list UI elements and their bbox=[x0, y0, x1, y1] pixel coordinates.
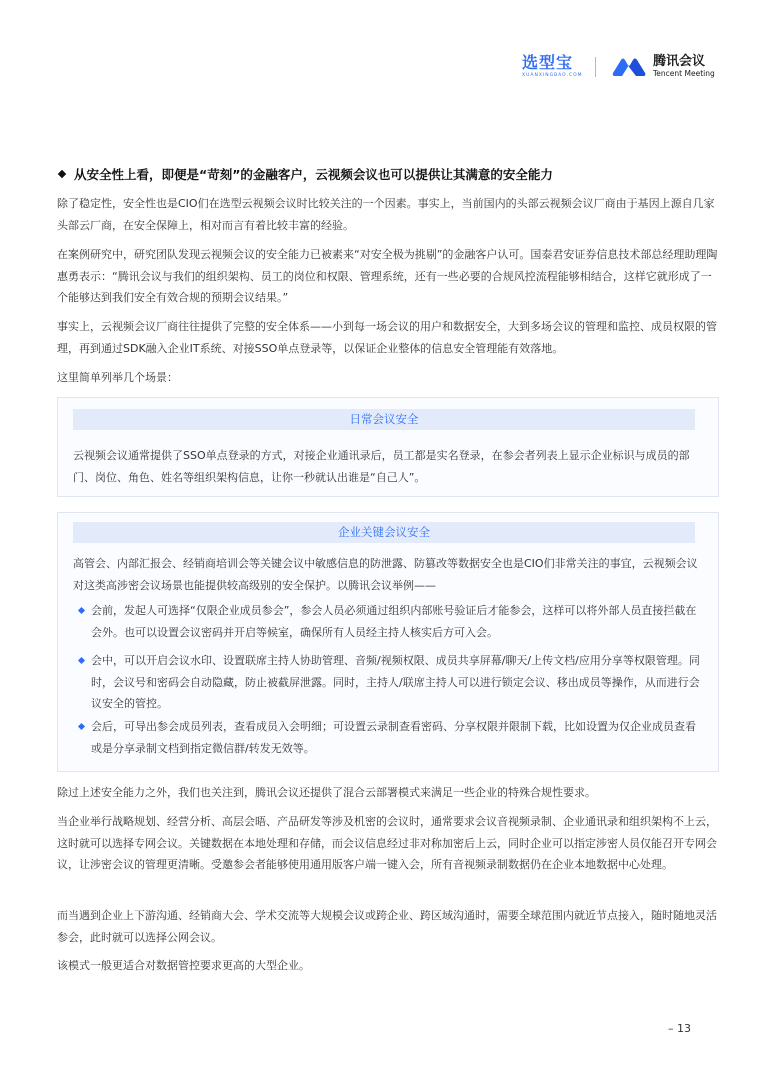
daily-meeting-security-box bbox=[57, 397, 719, 497]
tencent-meeting-cn: 腾讯会议 bbox=[653, 54, 706, 69]
tencent-meeting-en: Tencent Meeting bbox=[653, 69, 715, 78]
xuanxingbao-logo-sub: XUANXINGBAO.COM bbox=[522, 73, 583, 78]
tencent-meeting-icon bbox=[610, 55, 648, 79]
list-item bbox=[77, 650, 703, 715]
list-item bbox=[77, 600, 703, 643]
box-text: 云视频会议通常提供了SSO单点登录的方式，对接企业通讯录后，员工都是实名登录，在参会者列表上显示企业标识与成员的部门、岗位、角色、姓名等组织架构信息，让你一秒就认出谁是“自己人”。 bbox=[73, 449, 690, 484]
diamond-bullet-icon bbox=[78, 723, 85, 730]
xuanxingbao-logo bbox=[522, 55, 586, 78]
box-intro: 高管会、内部汇报会、经销商培训会等关键会议中敏感信息的防泄露、防篡改等数据安全也是CIO们非常关注的事宜，云视频会议对这类高涉密会议场景也能提供较高级别的安全保护。以腾讯会议举例—— bbox=[73, 557, 698, 592]
paragraph: 而当遇到企业上下游沟通、经销商大会、学术交流等大规模会议或跨企业、跨区域沟通时，需要全球范围内就近节点接入，随时随地灵活参会，此时就可以选择公网会议。 bbox=[57, 909, 717, 944]
list-item-text: 会后，可导出参会成员列表，查看成员入会明细；可设置云录制查看密码、分享权限并限制下载，比如设置为仅企业成员查看或是分享录制文档到指定微信群/转发无效等。 bbox=[91, 720, 696, 755]
box-title: 企业关键会议安全 bbox=[73, 522, 695, 543]
paragraph: 除过上述安全能力之外，我们也关注到，腾讯会议还提供了混合云部署模式来满足一些企业的特殊合规性要求。 bbox=[57, 786, 596, 799]
list-item-text: 会前，发起人可选择“仅限企业成员参会”，参会人员必须通过组织内部账号验证后才能参会，这样可以将外部人员直接拦截在会外。也可以设置会议密码并开启等候室，确保所有人员经主持人核实后方可入会。 bbox=[91, 604, 697, 639]
paragraph: 在案例研究中，研究团队发现云视频会议的安全能力已被素来“对安全极为挑剔”的金融客户认可。国泰君安证券信息技术部总经理助理陶惠勇表示：“腾讯会议与我们的组织架构、员工的岗位和权限、管理系统，还有一些必要的合规风控流程能够相结合，这样它就形成了一个能够达到我们安全有效合规的预期会议结果。” bbox=[57, 248, 718, 304]
box-title: 日常会议安全 bbox=[73, 409, 695, 430]
tencent-meeting-logo bbox=[610, 55, 715, 79]
xuanxingbao-logo-text: 选型宝 bbox=[522, 53, 574, 72]
diamond-bullet-icon bbox=[78, 607, 85, 614]
diamond-bullet-icon bbox=[78, 657, 85, 664]
paragraph: 除了稳定性，安全性也是CIO们在选型云视频会议时比较关注的一个因素。事实上，当前国内的头部云视频会议厂商由于基因上源自几家头部云厂商，在安全保障上，相对而言有着比较丰富的经验。 bbox=[57, 197, 715, 232]
list-item bbox=[77, 716, 703, 759]
paragraph: 事实上，云视频会议厂商往往提供了完整的安全体系——小到每一场会议的用户和数据安全，大到多场会议的管理和监控、成员权限的管理，再到通过SDK融入企业IT系统、对接SSO单点登录等，以保证企业整体的信息安全管理能有效落地。 bbox=[57, 320, 717, 355]
paragraph: 当企业举行战略规划、经营分析、高层会晤、产品研发等涉及机密的会议时，通常要求会议音视频录制、企业通讯录和组织架构不上云，这时就可以选择专网会议。关键数据在本地处理和存储，而会议信息经过非对称加密后上云，同时企业可以指定涉密人员仅能召开专网会议，让涉密会议的管理更清晰。受邀参会者能够使用通用版客户端一键入会，所有音视频录制数据仍在企业本地数据中心处理。 bbox=[57, 815, 717, 871]
paragraph: 这里简单列举几个场景： bbox=[57, 371, 178, 384]
key-meeting-security-box bbox=[57, 512, 719, 772]
section-heading-text: 从安全性上看，即便是“苛刻”的金融客户，云视频会议也可以提供让其满意的安全能力 bbox=[74, 167, 553, 182]
list-item-text: 会中，可以开启会议水印、设置联席主持人协助管理、音频/视频权限、成员共享屏幕/聊天/上传文档/应用分享等权限管理。同时，会议号和密码会自动隐藏，防止被截屏泄露。同时，主持人/联席主持人可以进行锁定会议、移出成员等操作，从而进行会议安全的管控。 bbox=[91, 654, 700, 710]
logo-divider bbox=[595, 57, 596, 77]
paragraph: 该模式一般更适合对数据管控要求更高的大型企业。 bbox=[57, 959, 310, 972]
page-number: – 13 bbox=[668, 1022, 691, 1035]
section-heading bbox=[57, 165, 553, 183]
diamond-bullet-icon bbox=[58, 170, 66, 178]
